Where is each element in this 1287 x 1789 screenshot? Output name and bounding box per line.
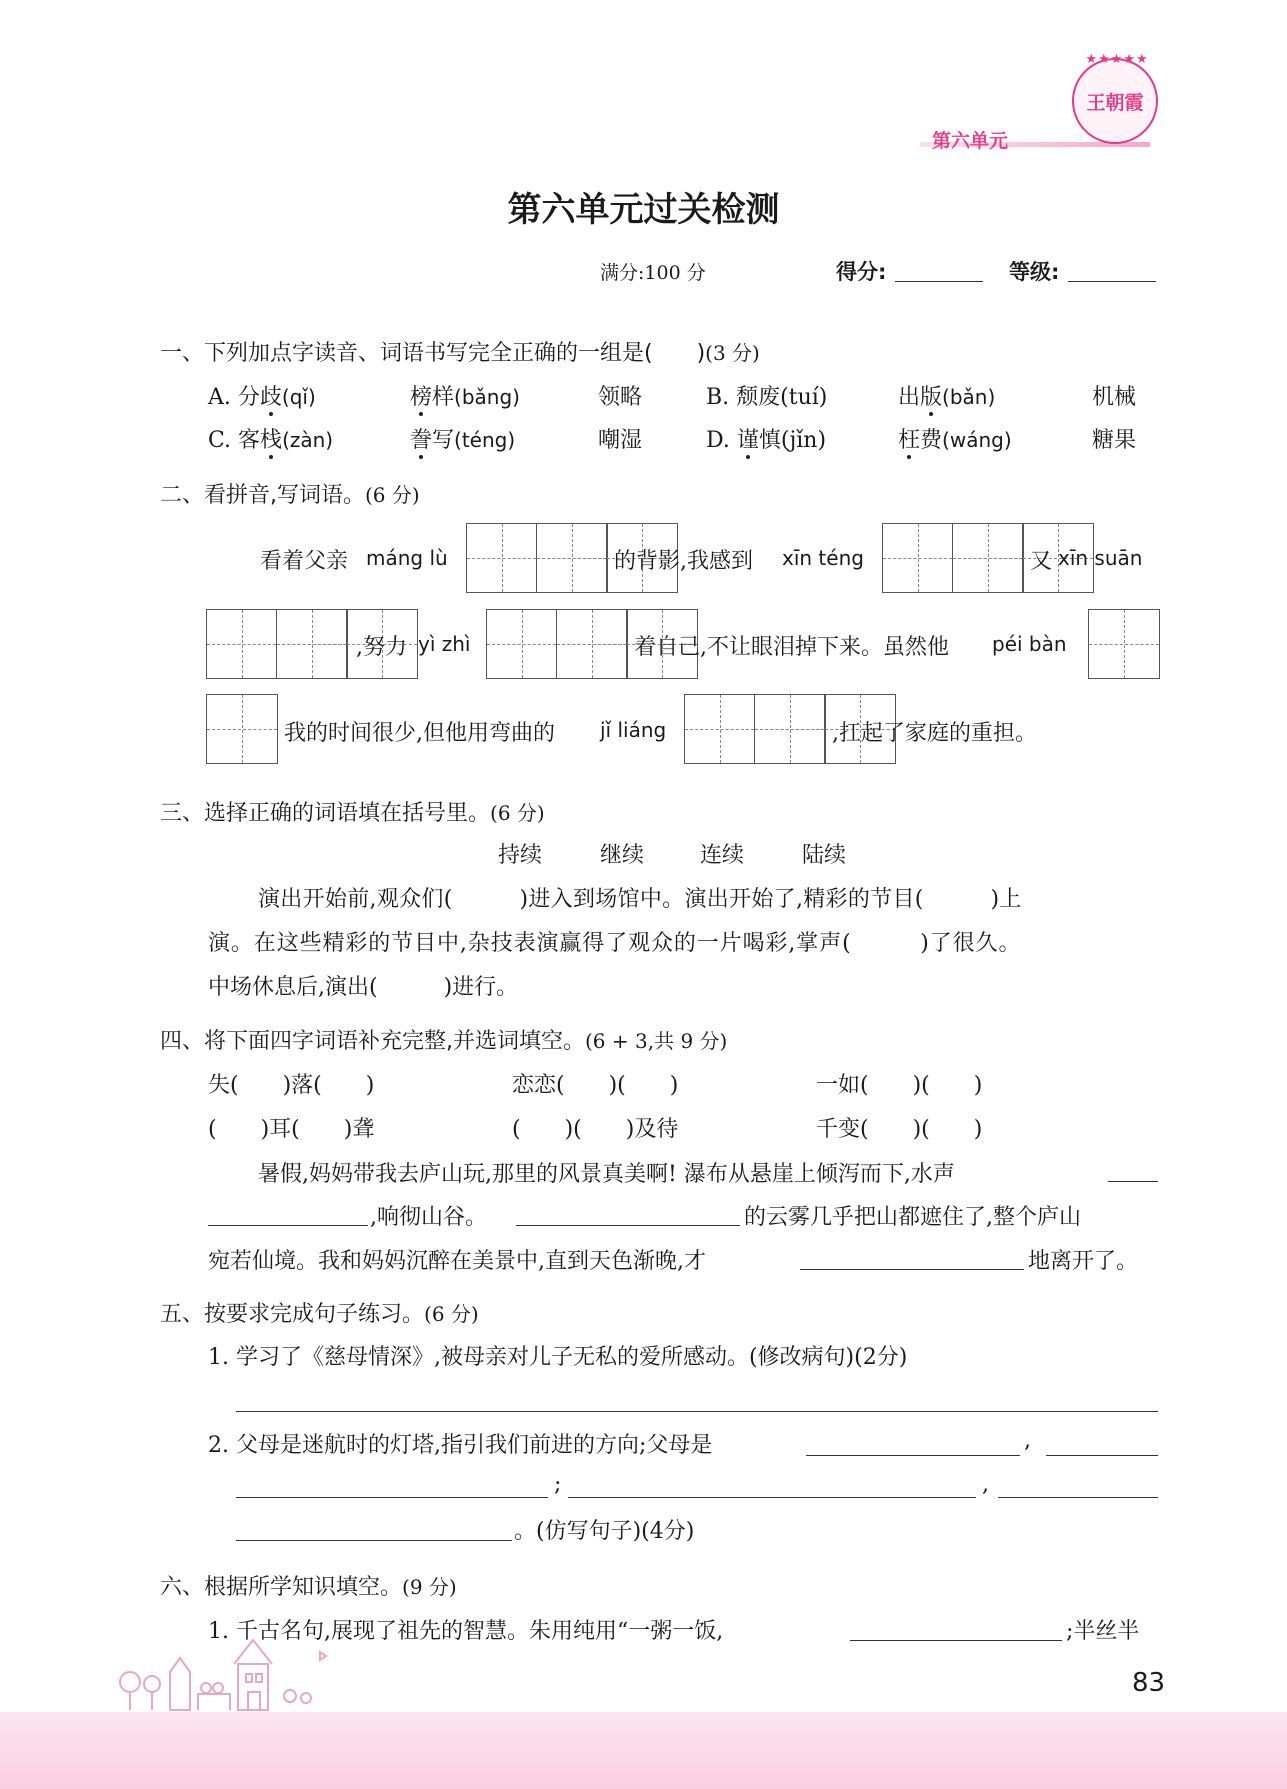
q4-word-2: 恋恋( )( ) xyxy=(512,1073,679,1098)
q1-a2-pinyin: (bǎng) xyxy=(454,385,520,409)
q2-l2-b: 着自己,不让眼泪掉下来。虽然他 xyxy=(634,635,949,660)
q4-word-4: ( )耳( )聋 xyxy=(208,1117,375,1142)
q4-text: 四、将下面四字词语补充完整,并选词填空。 xyxy=(160,1029,585,1054)
q1-a-pinyin: (qǐ) xyxy=(281,385,316,409)
q5-blank-2a[interactable] xyxy=(806,1455,1020,1456)
q5-blank-2e[interactable] xyxy=(998,1497,1158,1498)
q1-d-label: D. xyxy=(706,428,737,453)
q4-heading xyxy=(160,1024,727,1055)
q4-blank-1b[interactable] xyxy=(208,1225,368,1226)
q1-c3-text: 嘲湿 xyxy=(598,428,643,453)
q4-word-6: 千变( )( ) xyxy=(816,1117,983,1142)
q4-para-line2: ,响彻山谷。 xyxy=(370,1205,487,1230)
q4-points: (6 + 3,共 9 分) xyxy=(585,1029,728,1053)
q3-para-line1: 演出开始前,观众们( )进入到场馆中。演出开始了,精彩的节目( )上 xyxy=(258,887,1022,912)
q6-sentence-1: 1. 千古名句,展现了祖先的智慧。朱用纯用“一粥一饭, xyxy=(208,1619,724,1644)
q1-c2-dotted: 誊 xyxy=(410,428,433,453)
q3-text: 三、选择正确的词语填在括号里。 xyxy=(160,801,491,826)
q5-comma-1: , xyxy=(1024,1428,1031,1453)
q1-d-text: 慎(jǐn) xyxy=(758,428,827,453)
q2-box-pei-ban-2[interactable] xyxy=(206,694,278,764)
q4-para-line1: 暑假,妈妈带我去庐山玩,那里的风景真美啊! 瀑布从悬崖上倾泻而下,水声 xyxy=(258,1162,955,1187)
q5-blank-2c[interactable] xyxy=(236,1497,548,1498)
score-blank[interactable] xyxy=(895,281,983,282)
q4-word-5: ( )( )及待 xyxy=(512,1117,679,1142)
q1-heading xyxy=(160,336,760,367)
q5-answer-line-1[interactable] xyxy=(236,1411,1158,1412)
full-score: 满分:100 分 xyxy=(600,262,706,284)
q6-blank-1[interactable] xyxy=(850,1640,1062,1641)
grade-label: 等级: xyxy=(1009,260,1060,284)
q3-para-line3: 中场休息后,演出( )进行。 xyxy=(208,975,519,1000)
q5-semicolon: ; xyxy=(554,1472,562,1497)
q6-points: (9 分) xyxy=(402,1575,457,1599)
q2-l2-pinyin2: péi bàn xyxy=(992,632,1067,656)
q1-b2-pinyin: (bǎn) xyxy=(942,385,996,409)
q3-points: (6 分) xyxy=(490,801,545,825)
footer-pink-band xyxy=(0,1712,1287,1789)
q1-d3-text: 糖果 xyxy=(1092,428,1137,453)
q1-d2-dotted: 枉 xyxy=(898,428,921,453)
q5-blank-2b[interactable] xyxy=(1046,1455,1158,1456)
q1-c-dotted: 栈 xyxy=(260,428,283,453)
q4-word-1: 失( )落( ) xyxy=(208,1073,375,1098)
q3-para-line2: 演。在这些精彩的节目中,杂技表演赢得了观众的一片喝彩,掌声( )了很久。 xyxy=(208,931,1022,956)
q2-l2-a: ,努力 xyxy=(356,635,407,660)
q1-points: (3 分) xyxy=(705,341,760,365)
q2-l2-pinyin1: yì zhì xyxy=(418,632,471,656)
q5-blank-2d[interactable] xyxy=(568,1497,976,1498)
logo-text: 王朝霞 xyxy=(1086,92,1144,114)
q5-sentence-2-end: 。(仿写句子)(4分) xyxy=(514,1519,695,1544)
q6-text: 六、根据所学知识填空。 xyxy=(160,1575,403,1600)
q1-d2-text: 费 xyxy=(920,428,943,453)
q2-l3-b: ,扛起了家庭的重担。 xyxy=(832,721,1037,746)
publisher-logo xyxy=(1072,52,1158,144)
q1-c2-text: 写 xyxy=(432,428,455,453)
q2-l1-pinyin1: máng lù xyxy=(366,546,448,570)
q4-para-line2b: 的云雾几乎把山都遮住了,整个庐山 xyxy=(744,1205,1081,1230)
q6-sentence-1-end: ;半丝半 xyxy=(1066,1619,1140,1644)
q2-heading xyxy=(160,478,420,509)
q2-l3-a: 我的时间很少,但他用弯曲的 xyxy=(284,721,555,746)
q4-word-3: 一如( )( ) xyxy=(816,1073,983,1098)
logo-stars-icon: ★★★★★ xyxy=(1085,52,1149,67)
q1-c-text: C. 客 xyxy=(208,428,261,453)
q2-box-pei-ban[interactable] xyxy=(1088,609,1160,679)
q1-text: 一、下列加点字读音、词语书写完全正确的一组是( ) xyxy=(160,341,706,366)
q5-heading xyxy=(160,1297,479,1328)
q4-blank-1a[interactable] xyxy=(1108,1181,1158,1182)
q6-heading xyxy=(160,1570,457,1601)
q1-c2-pinyin: (téng) xyxy=(454,428,516,452)
footer-castle-illustration xyxy=(110,1622,340,1714)
q2-l1-pinyin2: xīn téng xyxy=(782,546,864,570)
q5-comma-2: , xyxy=(982,1472,989,1497)
q1-a2-text: 样 xyxy=(432,385,455,410)
q3-option-2: 继续 xyxy=(600,843,645,868)
q1-b2-dotted: 版 xyxy=(920,385,943,410)
q1-b-text: B. 颓废(tuí) xyxy=(706,385,828,410)
q5-points: (6 分) xyxy=(424,1302,479,1326)
q2-l1-pinyin3: xīn suān xyxy=(1058,546,1143,570)
q1-c-pinyin: (zàn) xyxy=(282,428,334,452)
q5-sentence-2: 2. 父母是迷航时的灯塔,指引我们前进的方向;父母是 xyxy=(208,1433,713,1458)
q5-text: 五、按要求完成句子练习。 xyxy=(160,1302,425,1327)
q1-a3-text: 领略 xyxy=(598,385,643,410)
score-label: 得分: xyxy=(836,260,887,284)
q1-b3-text: 机械 xyxy=(1092,385,1137,410)
unit-tab: 第六单元 xyxy=(932,130,1009,152)
q2-points: (6 分) xyxy=(365,483,420,507)
q3-option-4: 陆续 xyxy=(802,843,847,868)
page-number: 83 xyxy=(1132,1668,1166,1698)
q1-a-text: A. 分 xyxy=(208,385,260,410)
q2-l1-c: 又 xyxy=(1030,549,1053,574)
page-title: 第六单元过关检测 xyxy=(507,190,780,230)
q1-a2-dotted: 榜 xyxy=(410,385,433,410)
q1-a-dotted: 歧 xyxy=(259,385,282,410)
q1-d-dotted: 谨 xyxy=(736,428,759,453)
q5-sentence-1: 1. 学习了《慈母情深》,被母亲对儿子无私的爱所感动。(修改病句)(2分) xyxy=(208,1345,908,1370)
grade-blank[interactable] xyxy=(1068,281,1156,282)
q5-blank-2f[interactable] xyxy=(236,1540,512,1541)
q4-para-line3b: 地离开了。 xyxy=(1028,1249,1139,1274)
q2-text: 二、看拼音,写词语。 xyxy=(160,483,365,508)
q4-blank-2[interactable] xyxy=(516,1225,740,1226)
q2-l3-pinyin1: jǐ liáng xyxy=(600,718,667,742)
q1-d2-pinyin: (wáng) xyxy=(942,428,1012,452)
q2-l1-a: 看着父亲 xyxy=(260,549,349,574)
q3-option-1: 持续 xyxy=(498,843,543,868)
q1-b2-text: 出 xyxy=(898,385,921,410)
q3-heading xyxy=(160,796,545,827)
q3-option-3: 连续 xyxy=(700,843,745,868)
q4-para-line3: 宛若仙境。我和妈妈沉醉在美景中,直到天色渐晚,才 xyxy=(208,1249,706,1274)
q2-l1-b: 的背影,我感到 xyxy=(614,549,753,574)
q4-blank-3[interactable] xyxy=(800,1269,1024,1270)
